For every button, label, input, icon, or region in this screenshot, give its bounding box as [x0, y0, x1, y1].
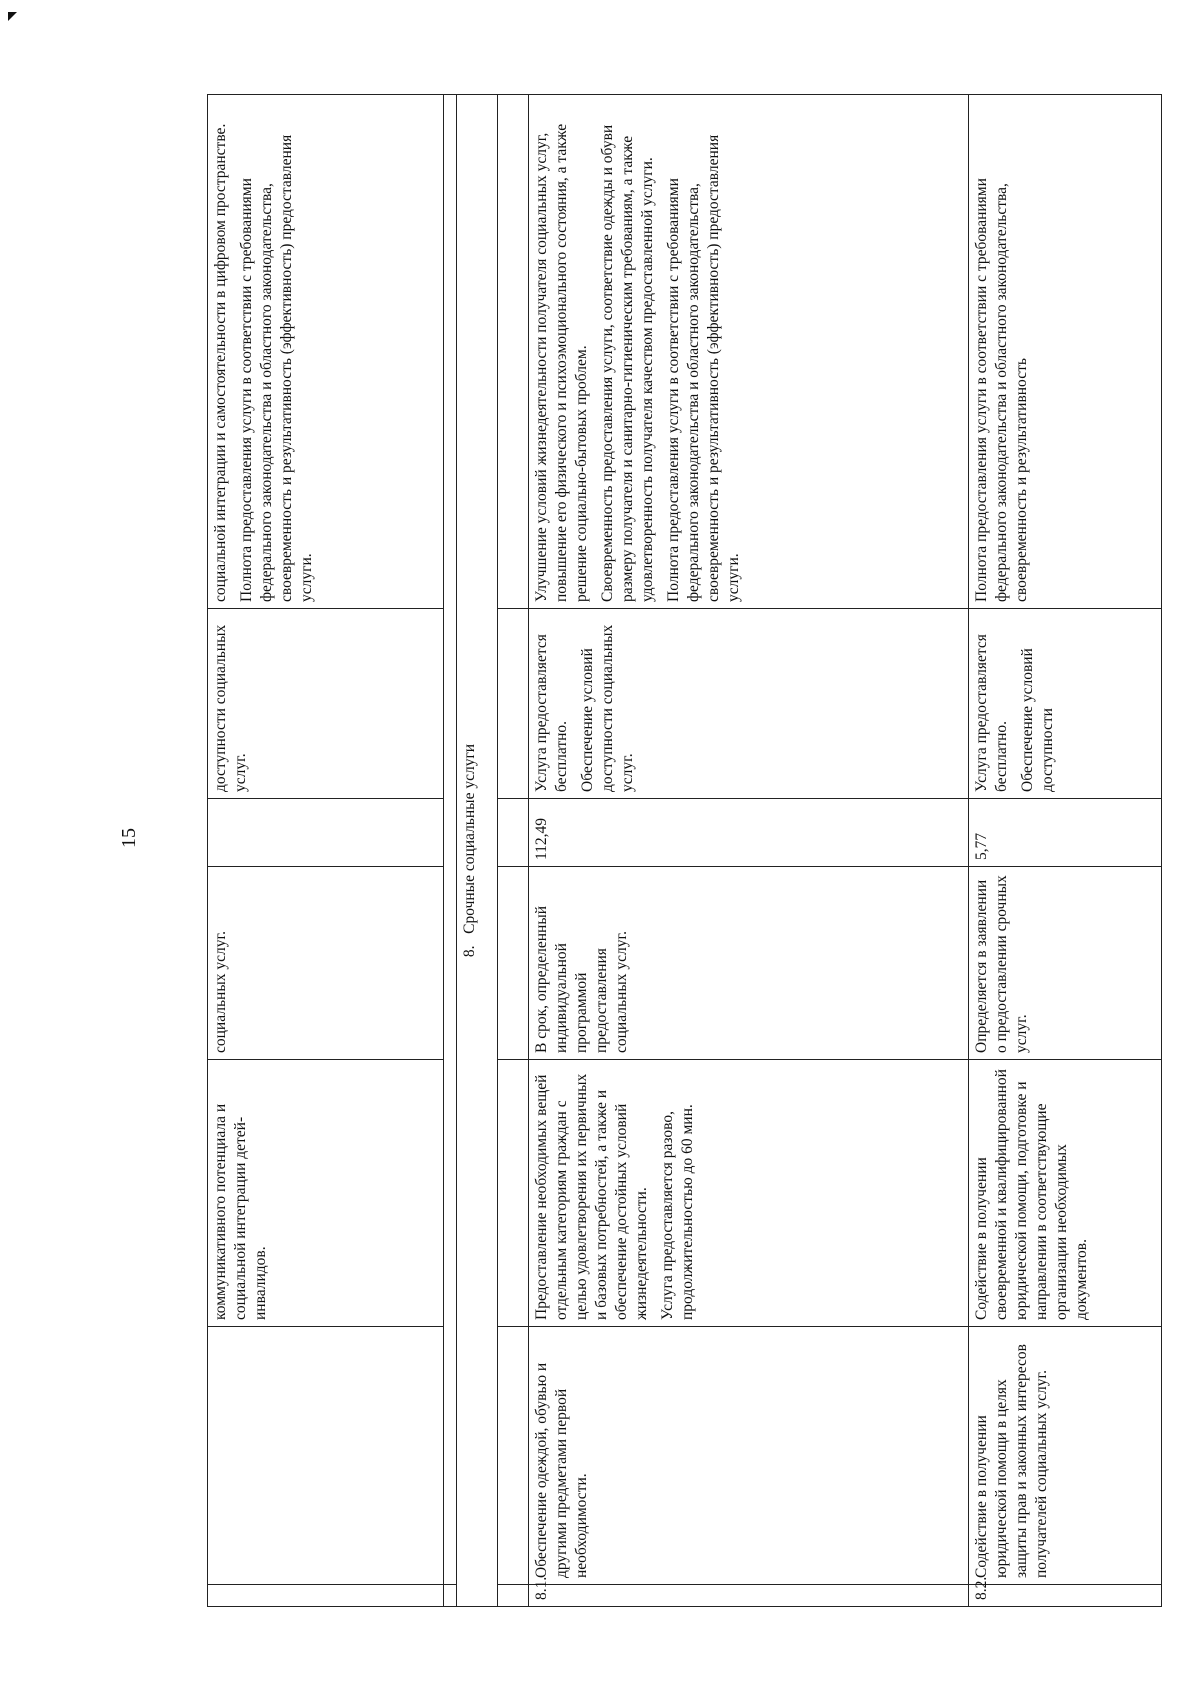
indicator-paragraph: Полнота предоставления услуги в соответствии с требованиями федерального законодательства и областного законодательства, своевременность и результативность (эффективность) предоставления услуги.	[238, 134, 315, 602]
indicator-paragraph: Улучшение условий жизнедеятельности получателя социальных услуг, повышение его физического и психоэмоционального состояния, а также решение социально-бытовых проблем.	[533, 123, 591, 602]
cell-timing: социальных услуг.	[208, 867, 444, 1060]
cell-service-name: Содействие в получении юридической помощи в целях защиты прав и законных интересов получателей социальных услуг.	[969, 1327, 1162, 1585]
cell-indicators	[208, 95, 444, 609]
conditions-paragraph: Обеспечение условий доступности	[1019, 648, 1057, 792]
cell-service-name	[208, 1327, 444, 1585]
cell-indicators	[969, 95, 1162, 609]
ref-cell	[498, 1060, 529, 1327]
section-heading	[457, 95, 498, 1607]
description-paragraph: Услуга предоставляется разово, продолжительностью до 60 мин.	[659, 1104, 697, 1320]
ref-cell	[498, 799, 529, 867]
cell-description	[969, 1060, 1162, 1327]
ref-cell	[498, 1327, 529, 1585]
corner-scan-mark	[8, 12, 17, 21]
cell-description	[529, 1060, 969, 1327]
cell-service-name: Обеспечение одеждой, обувью и другими предметами первой необходимости.	[529, 1327, 969, 1585]
description-paragraph: Предоставление необходимых вещей отдельным категориям граждан с целью удовлетворения их первичных и базовых потребностей, а также и обеспечение достойных условий жизнедеятельности.	[533, 1073, 651, 1320]
indicator-paragraph: Своевременность предоставления услуги, соответствие одежды и обуви размеру получателя и санитарно-гигиеническим требованиям, а также удовлетворенность получателя качеством предоставленной услуги.	[599, 124, 657, 602]
rotated-table-container	[207, 95, 1162, 1607]
page-number: 15	[118, 828, 140, 848]
cell-num: 8.1.	[529, 1585, 969, 1607]
gap-cell-num	[444, 1585, 457, 1607]
cell-conditions	[529, 609, 969, 799]
continuation-row	[208, 95, 444, 1607]
ref-cell	[498, 867, 529, 1060]
ref-cell	[498, 1585, 529, 1607]
cell-num	[208, 1585, 444, 1607]
indicator-paragraph: Полнота предоставления услуги в соответствии с требованиями федерального законодательства и областного законодательства, своевременность и результативность	[973, 178, 1031, 602]
section-title: Срочные социальные услуги	[461, 743, 478, 934]
conditions-paragraph: Обеспечение условий доступности социальных услуг.	[579, 624, 637, 792]
cell-indicators	[529, 95, 969, 609]
conditions-paragraph: Услуга предоставляется бесплатно.	[533, 634, 571, 792]
cell-tariff	[208, 799, 444, 867]
cell-tariff: 5,77	[969, 799, 1162, 867]
services-table	[207, 94, 1162, 1607]
table-row	[969, 95, 1162, 1607]
ref-row	[498, 95, 529, 1607]
cell-tariff: 112,49	[529, 799, 969, 867]
cell-timing: Определяется в заявлении о предоставлении срочных услуг.	[969, 867, 1162, 1060]
cell-num: 8.2.	[969, 1585, 1162, 1607]
conditions-paragraph: Услуга предоставляется бесплатно.	[973, 634, 1011, 792]
cell-timing: В срок, определенный индивидуальной программой предоставления социальных услуг.	[529, 867, 969, 1060]
cell-conditions	[969, 609, 1162, 799]
section-row	[457, 95, 498, 1607]
description-paragraph: Содействие в получении своевременной и квалифицированной юридической помощи, подготовке и направлении в соответствующие организации необходимых документов.	[973, 1069, 1091, 1320]
cell-conditions: доступности социальных услуг.	[208, 609, 444, 799]
indicator-paragraph: социальной интеграции и самостоятельности в цифровом пространстве.	[212, 123, 229, 602]
gap-row	[444, 95, 457, 1607]
ref-cell	[498, 609, 529, 799]
cell-description: коммуникативного потенциала и социальной интеграции детей-инвалидов.	[208, 1060, 444, 1327]
ref-cell	[498, 95, 529, 609]
table-row	[529, 95, 969, 1607]
gap-cell	[444, 95, 457, 1585]
indicator-paragraph: Полнота предоставления услуги в соответствии с требованиями федерального законодательства и областного законодательства, своевременность и результативность (эффективность) предоставления услуги.	[665, 134, 743, 602]
section-number: 8.	[461, 945, 478, 958]
